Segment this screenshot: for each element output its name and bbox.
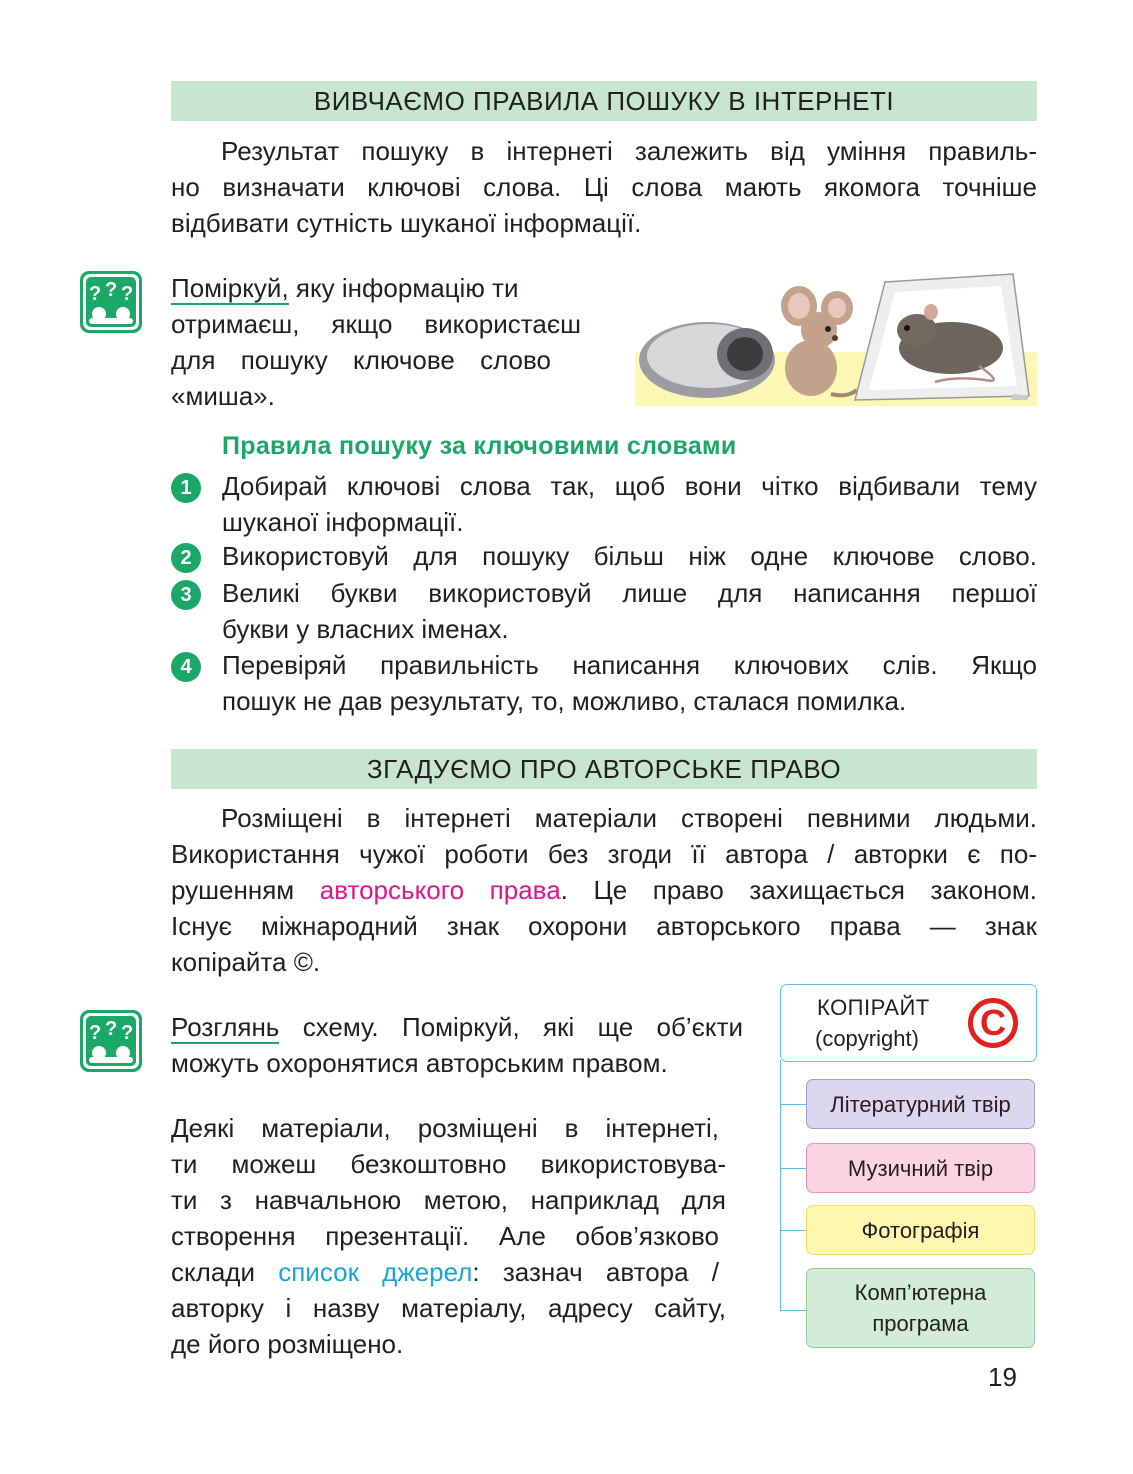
mouse-illustration [635,272,1037,406]
copyright-root-title: КОПІРАЙТ [817,995,930,1020]
svg-text:?: ? [89,1022,102,1044]
materials-line-5 [171,1254,719,1291]
scheme-branch [780,1104,806,1105]
materials-line-2: ти можеш безкоштовно використовува- [171,1149,726,1179]
rule-number-1: 1 [171,473,201,503]
scheme-branch [780,1310,806,1311]
think2-line-2: можуть охоронятися авторським правом. [171,1048,668,1078]
rule-3-line-1: Великі букви використовуй лише для написання першої [222,578,1037,608]
svg-text:?: ? [121,283,134,305]
scheme-item-literary: Літературний твір [806,1079,1035,1129]
rule-1-line-2: шуканої інформації. [222,507,464,537]
rule-2-line-1: Використовуй для пошуку більш ніж одне ключове слово. [222,541,1037,571]
intro-line-2: но визначати ключові слова. Ці слова мають якомога точніше [171,172,1037,202]
scheme-item-music: Музичний твір [806,1143,1035,1193]
materials-line-4: створення презентації. Але обов’язково [171,1221,719,1251]
copyright-root-subtitle: (copyright) [815,1026,919,1051]
copyright-icon: C [968,998,1018,1048]
svg-text:?: ? [105,1018,118,1040]
think2-keyword: Розглянь [171,1012,280,1042]
rule-number-3: 3 [171,580,201,610]
materials-line-3: ти з навчальною метою, наприклад для [171,1185,726,1215]
copyright-line-2: Використання чужої роботи без згоди її автора / авторки є по- [171,839,1037,869]
svg-text:?: ? [105,279,118,301]
rule-4-line-2: пошук не дав результату, то, можливо, сталася помилка. [222,686,907,716]
copyright-line-5: копірайта ©. [171,947,321,977]
scheme-branch [780,1168,806,1169]
copyright-line-3-b: . Це право захищається законом. [560,875,1037,905]
copyright-root-box [780,984,1037,1062]
materials-line-5-a: склади [171,1257,279,1287]
scheme-connector [780,1060,781,1310]
materials-line-1: Деякі матеріали, розміщені в інтернеті, [171,1113,719,1143]
intro-line-1: Результат пошуку в інтернеті залежить від уміння правиль- [221,136,1037,166]
think1-line-1-rest: яку інформацію ти [288,273,519,303]
think1-line-2: отримаєш, якщо використаєш [171,309,581,339]
page-number: 19 [988,1362,1017,1392]
think-icon [79,1009,143,1073]
copyright-line-1: Розміщені в інтернеті матеріали створені певними людьми. [221,803,1037,833]
copyright-line-3 [171,872,1037,909]
rules-title: Правила пошуку за ключовими словами [222,432,737,460]
copyright-line-4: Існує міжнародний знак охорони авторського права — знак [171,911,1037,941]
materials-line-6: авторку і назву матеріалу, адресу сайту, [171,1293,726,1323]
think1-line-3: для пошуку ключове слово [171,345,551,375]
intro-line-3: відбивати сутність шуканої інформації. [171,208,642,238]
think1-line-4: «миша». [171,381,275,411]
copyright-line-3-a: рушенням [171,875,320,905]
think1-keyword: Поміркуй, [171,273,289,303]
sources-list-term: список джерел [278,1257,473,1287]
scheme-item-software: Комп’ютерна програма [806,1268,1035,1348]
think-icon [79,270,143,334]
materials-line-5-b: : зазнач автора / [472,1257,720,1287]
rule-number-4: 4 [171,652,201,682]
rule-3-line-2: букви у власних іменах. [222,614,509,644]
svg-text:?: ? [121,1022,134,1044]
think2-line-1 [171,1009,743,1046]
svg-text:?: ? [89,283,102,305]
materials-line-7: де його розміщено. [171,1329,404,1359]
rule-1-line-1: Добирай ключові слова так, щоб вони чітко відбивали тему [222,471,1037,501]
rule-number-2: 2 [171,543,201,573]
think1-line-1 [171,270,581,307]
copyright-scheme [780,984,1037,1364]
section-heading-copyright: ЗГАДУЄМО ПРО АВТОРСЬКЕ ПРАВО [171,749,1037,789]
section-heading-search-rules: ВИВЧАЄМО ПРАВИЛА ПОШУКУ В ІНТЕРНЕТІ [171,81,1037,121]
copyright-term: авторського права [319,875,561,905]
scheme-branch [780,1230,806,1231]
think2-line-1-rest: схему. Поміркуй, які ще об’єкти [279,1012,743,1042]
scheme-item-photo: Фотографія [806,1205,1035,1255]
rule-4-line-1: Перевіряй правильність написання ключових слів. Якщо [222,650,1037,680]
